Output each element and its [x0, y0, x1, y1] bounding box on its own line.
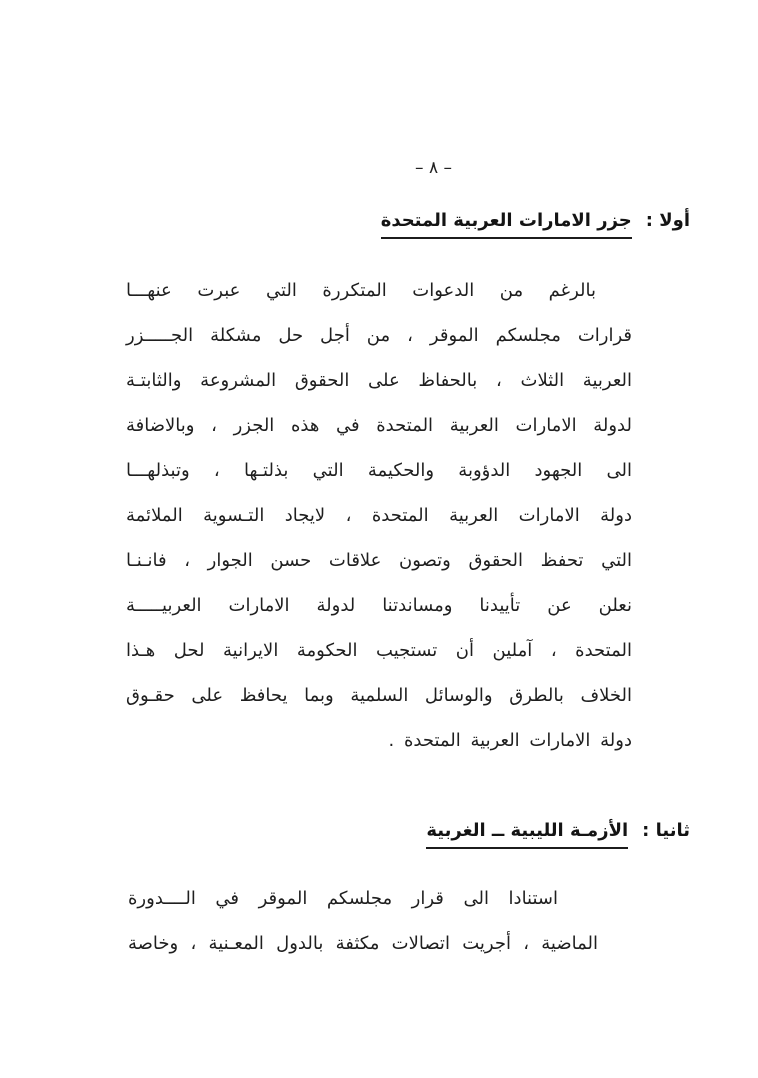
- section-2-label: ثانيا :: [642, 820, 690, 841]
- section-1-heading: [381, 210, 690, 239]
- text-line: نعلن عن تأييدنا ومساندتنا لدولة الامارات العربيـــــة: [126, 595, 632, 616]
- text-line: الى الجهود الدؤوبة والحكيمة التي بذلتـها ، وتبذلهـــا: [126, 460, 632, 481]
- text-line: المتحدة ، آملين أن تستجيب الحكومة الايرانية لحل هـذا: [126, 640, 632, 661]
- text-line: بالرغم من الدعوات المتكررة التي عبرت عنهـــا: [126, 280, 596, 301]
- section-2-heading: [426, 820, 690, 849]
- text-line: استنادا الى قرار مجلسكم الموقر في الــــدورة: [128, 888, 558, 909]
- text-line: لدولة الامارات العربية المتحدة في هذه الجزر ، وبالاضافة: [126, 415, 632, 436]
- text-line: قرارات مجلسكم الموقر ، من أجل حل مشكلة الجـــــزر: [126, 325, 632, 346]
- text-line: الماضية ، أجريت اتصالات مكثفة بالدول المعـنية ، وخاصة: [128, 933, 598, 954]
- text-line: التي تحفظ الحقوق وتصون علاقات حسن الجوار ، فانـنـا: [126, 550, 632, 571]
- text-line: دولة الامارات العربية المتحدة ، لايجاد التـسوية الملائمة: [126, 505, 632, 526]
- text-line: دولة الامارات العربية المتحدة .: [388, 730, 632, 751]
- text-line: الخلاف بالطرق والوسائل السلمية وبما يحافظ على حقـوق: [126, 685, 632, 706]
- section-1-label: أولا :: [645, 210, 690, 231]
- text-line: العربية الثلاث ، بالحفاظ على الحقوق المشروعة والثابتـة: [126, 370, 632, 391]
- section-1-title: جزر الامارات العربية المتحدة: [381, 210, 632, 239]
- section-1-paragraph: [126, 268, 632, 763]
- section-2-title: الأزمـة الليبية ــ الغربية: [426, 820, 628, 849]
- page-number: – ٨ –: [415, 158, 452, 178]
- section-2-paragraph: [128, 876, 598, 966]
